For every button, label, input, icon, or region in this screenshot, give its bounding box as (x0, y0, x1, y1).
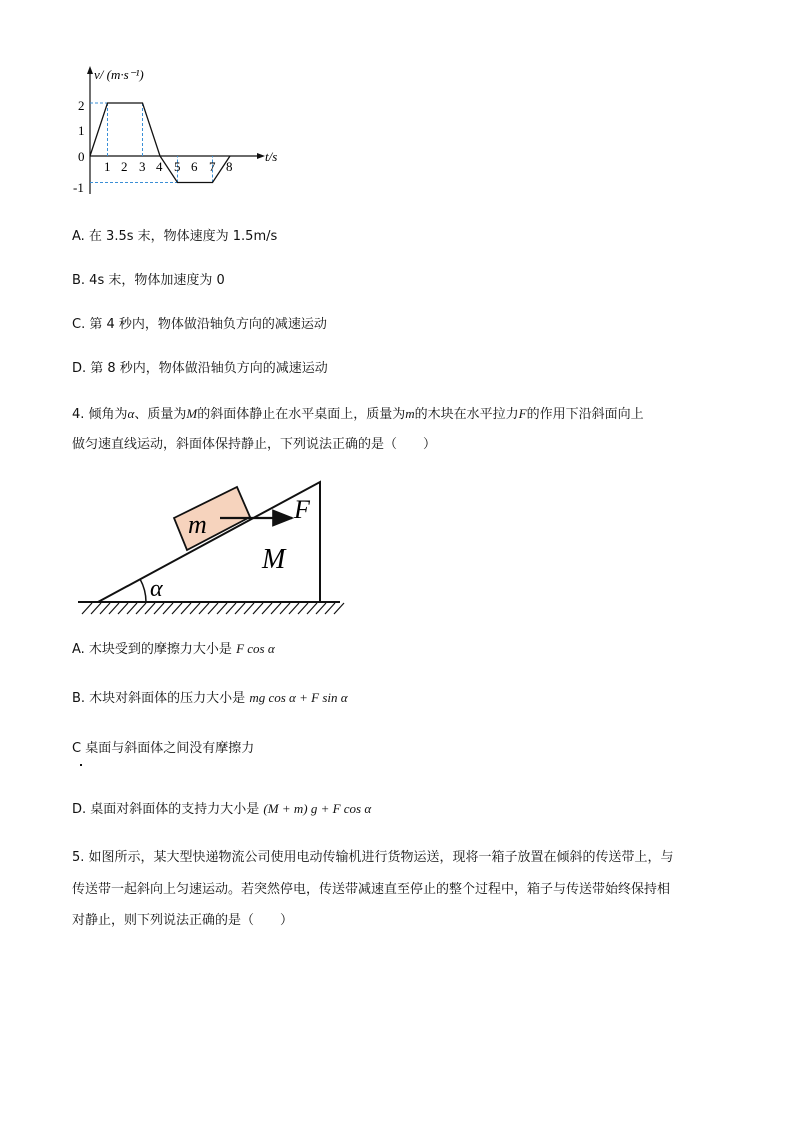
hatch-mark (298, 603, 308, 614)
y-tick-2: 2 (78, 98, 85, 113)
q3-option-c: C. 第 4 秒内，物体做沿轴负方向的减速运动 (72, 317, 327, 332)
block-label: m (188, 510, 207, 539)
ground-hatching (82, 603, 344, 614)
hatch-mark (190, 603, 200, 614)
hatch-mark (181, 603, 191, 614)
hatch-mark (226, 603, 236, 614)
hatch-mark (118, 603, 128, 614)
x-tick-1: 1 (104, 159, 111, 174)
q4-option-c: C 桌面与斜面体之间没有摩擦力 (72, 741, 255, 756)
hatch-mark (253, 603, 263, 614)
velocity-time-graph (60, 62, 300, 202)
x-tick-3: 3 (139, 159, 146, 174)
x-tick-2: 2 (121, 159, 128, 174)
hatch-mark (235, 603, 245, 614)
y-tick-1: 1 (78, 123, 85, 138)
q5-stem-line3: 对静止，则下列说法正确的是（ ） (72, 913, 294, 928)
hatch-mark (199, 603, 209, 614)
hatch-mark (280, 603, 290, 614)
y-axis-label: v/ (m·s⁻¹) (94, 67, 144, 82)
angle-label: α (150, 576, 163, 602)
x-tick-6: 6 (191, 159, 198, 174)
x-axis-label: t/s (265, 149, 278, 164)
force-label: F (294, 495, 310, 524)
q4-option-d: D. 桌面对斜面体的支持力大小是 (M + m) g + F cos α (72, 801, 372, 817)
hatch-mark (289, 603, 299, 614)
incline-figure (70, 478, 350, 620)
hatch-mark (307, 603, 317, 614)
x-tick-5: 5 (174, 159, 181, 174)
hatch-mark (244, 603, 254, 614)
q4-option-b: B. 木块对斜面体的压力大小是 mg cos α + F sin α (72, 690, 348, 706)
incline-label: M (262, 544, 286, 575)
y-axis-arrow (87, 66, 93, 74)
y-tick-neg1: -1 (73, 180, 84, 195)
hatch-mark (82, 603, 92, 614)
hatch-mark (154, 603, 164, 614)
hatch-mark (145, 603, 155, 614)
x-axis-arrow (257, 153, 265, 159)
hatch-mark (208, 603, 218, 614)
hatch-mark (262, 603, 272, 614)
stray-dot (80, 764, 82, 766)
q3-option-b: B. 4s 末，物体加速度为 0 (72, 273, 225, 288)
q5-stem-line1: 5. 如图所示，某大型快递物流公司使用电动传输机进行货物运送，现将一箱子放置在倾斜的传送带上，与 (72, 850, 674, 865)
q4-option-a: A. 木块受到的摩擦力大小是 F cos α (72, 641, 275, 657)
q5-stem-line2: 传送带一起斜向上匀速运动。若突然停电，传送带减速直至停止的整个过程中，箱子与传送带始终保持相 (72, 882, 671, 897)
q4-stem-line1: 4. 倾角为α、质量为M的斜面体静止在水平桌面上，质量为m的木块在水平拉力F的作用下沿斜面向上 (72, 406, 644, 422)
hatch-mark (325, 603, 335, 614)
x-tick-7: 7 (209, 159, 216, 174)
hatch-mark (91, 603, 101, 614)
hatch-mark (109, 603, 119, 614)
y-tick-0: 0 (78, 149, 85, 164)
x-tick-8: 8 (226, 159, 233, 174)
q3-option-a: A. 在 3.5s 末，物体速度为 1.5m/s (72, 229, 278, 244)
hatch-mark (271, 603, 281, 614)
hatch-mark (136, 603, 146, 614)
q4-stem-line2: 做匀速直线运动，斜面体保持静止，下列说法正确的是（ ） (72, 437, 437, 452)
hatch-mark (172, 603, 182, 614)
hatch-mark (316, 603, 326, 614)
hatch-mark (163, 603, 173, 614)
x-tick-4: 4 (156, 159, 163, 174)
hatch-mark (334, 603, 344, 614)
hatch-mark (100, 603, 110, 614)
hatch-mark (127, 603, 137, 614)
hatch-mark (217, 603, 227, 614)
q3-option-d: D. 第 8 秒内，物体做沿轴负方向的减速运动 (72, 361, 328, 376)
